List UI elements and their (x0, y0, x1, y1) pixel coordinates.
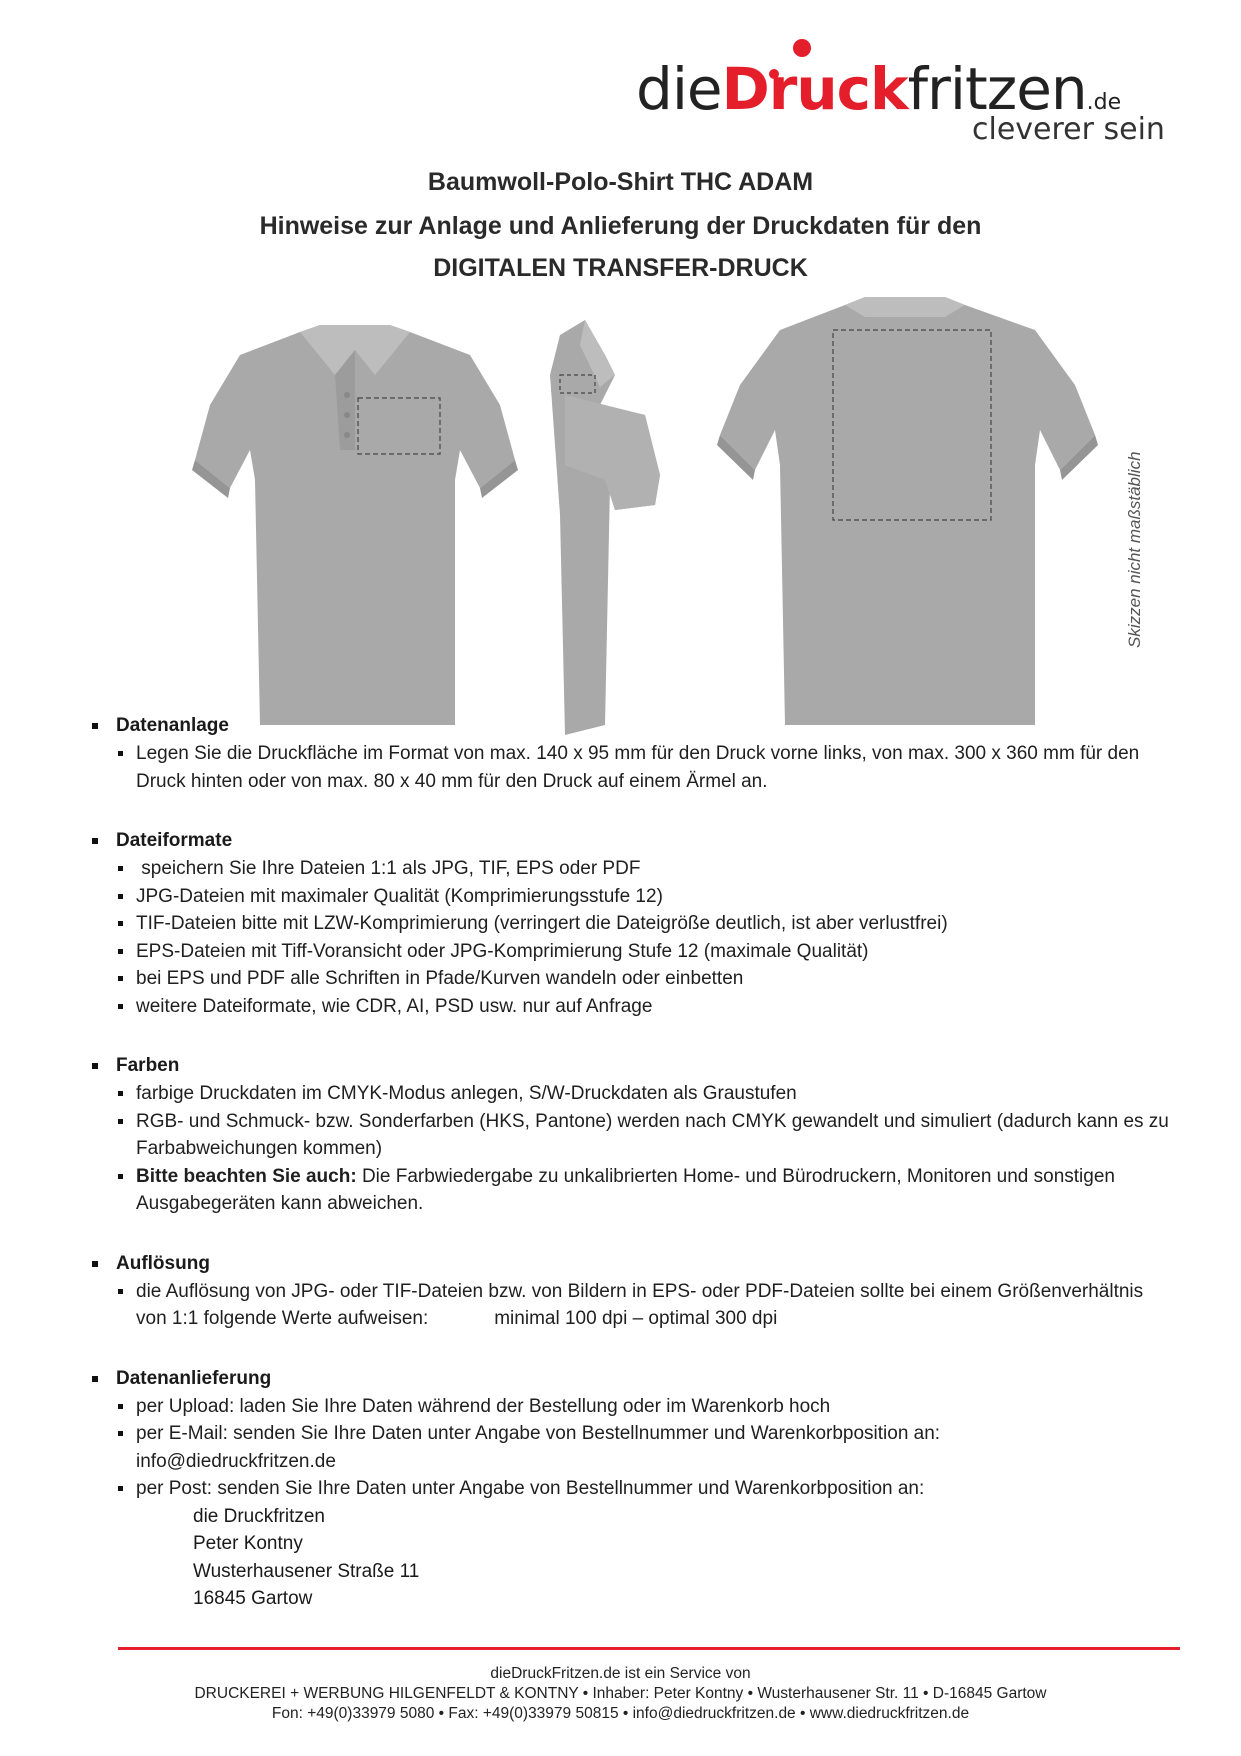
list-item: speichern Sie Ihre Dateien 1:1 als JPG, TIF, EPS oder PDF (118, 855, 1172, 883)
product-title: Baumwoll-Polo-Shirt THC ADAM (427, 168, 814, 196)
list-item: EPS-Dateien mit Tiff-Voransicht oder JPG-Komprimierung Stufe 12 (maximale Qualität) (118, 938, 1172, 966)
list-item: per Post: senden Sie Ihre Daten unter Angabe von Bestellnummer und Warenkorbposition an: (118, 1475, 1172, 1503)
list-item: farbige Druckdaten im CMYK-Modus anlegen, S/W-Druckdaten als Graustufen (118, 1080, 1172, 1108)
postal-address (92, 1503, 1172, 1613)
instructions (92, 712, 1172, 1645)
section-farben (92, 1052, 1172, 1218)
address-line: die Druckfritzen (193, 1505, 325, 1527)
note-text: Die Farbwiedergabe zu unkalibrierten Home- und Bürodruckern, Monitoren und sonstigen Ausgabegeräten kann abweichen. (136, 1165, 1115, 1214)
scale-note: Skizzen nicht maßstäblich (1125, 451, 1144, 648)
footer-line-3: Fon: +49(0)33979 5080 • Fax: +49(0)33979 50815 • info@diedruckfritzen.de • www.diedruckfritzen.de (271, 1705, 970, 1722)
section-dateiformate (92, 827, 1172, 1020)
address-line: 16845 Gartow (193, 1588, 313, 1609)
section-heading: Auflösung (92, 1250, 1172, 1278)
section-heading: Datenanlage (92, 712, 1172, 740)
subtitle-line: Hinweise zur Anlage und Anlieferung der Druckdaten für den (259, 212, 982, 240)
list-item (118, 1163, 1172, 1218)
print-method-title: DIGITALEN TRANSFER-DRUCK (433, 254, 808, 282)
list-item: per Upload: laden Sie Ihre Daten während der Bestellung oder im Warenkorb hoch (118, 1393, 1172, 1421)
list-item: TIF-Dateien bitte mit LZW-Komprimierung (verringert die Dateigröße deutlich, ist aber verlustfrei) (118, 910, 1172, 938)
email-address[interactable]: info@diedruckfritzen.de (136, 1450, 336, 1472)
brand-logo (636, 36, 1196, 146)
note-label: Bitte beachten Sie auch: (136, 1165, 357, 1187)
section-datenanlieferung (92, 1365, 1172, 1613)
section-aufloesung (92, 1250, 1172, 1333)
section-heading: Datenanlieferung (92, 1365, 1172, 1393)
section-heading: Dateiformate (92, 827, 1172, 855)
footer-divider (118, 1647, 1180, 1650)
logo-tagline: cleverer sein (972, 112, 1165, 147)
logo-wordmark: dieDruckfritzen.de (636, 55, 1122, 123)
address-line: Peter Kontny (193, 1533, 303, 1554)
list-item: JPG-Dateien mit maximaler Qualität (Komprimierungsstufe 12) (118, 883, 1172, 911)
section-heading: Farben (92, 1052, 1172, 1080)
resolution-values: minimal 100 dpi – optimal 300 dpi (494, 1308, 778, 1329)
list-item: RGB- und Schmuck- bzw. Sonderfarben (HKS, Pantone) werden nach CMYK gewandelt und simuliert (dadurch kann es zu Farbabweichungen kommen) (118, 1108, 1172, 1163)
email-text: per E-Mail: senden Sie Ihre Daten unter Angabe von Bestellnummer und Warenkorbposition an: (136, 1423, 941, 1444)
list-item: bei EPS und PDF alle Schriften in Pfade/Kurven wandeln oder einbetten (118, 965, 1172, 993)
shirt-back-icon (705, 295, 1120, 740)
list-item: weitere Dateiformate, wie CDR, AI, PSD usw. nur auf Anfrage (118, 993, 1172, 1021)
resolution-text: die Auflösung von JPG- oder TIF-Dateien bzw. von Bildern in EPS- oder PDF-Dateien sollte bei einem Größenverhältnis von 1:1 folgende Werte aufweisen: (136, 1280, 1144, 1329)
list-item (118, 1420, 1172, 1475)
footer-line-2: DRUCKEREI + WERBUNG HILGENFELDT & KONTNY • Inhaber: Peter Kontny • Wusterhausener Str. 11 • D-16845 Gartow (194, 1685, 1047, 1702)
shirt-sketches (110, 290, 1165, 730)
shirt-front-icon (170, 320, 540, 740)
list-item (118, 1278, 1172, 1333)
address-line: Wusterhausener Straße 11 (193, 1560, 420, 1582)
footer-line-1: dieDruckFritzen.de ist ein Service von (490, 1665, 751, 1682)
shirt-side-icon (505, 315, 675, 745)
list-item: Legen Sie die Druckfläche im Format von max. 140 x 95 mm für den Druck vorne links, von max. 300 x 360 mm für den Druck hinten oder von max. 80 x 40 mm für den Druck auf einem Ärmel an. (118, 740, 1172, 795)
section-datenanlage (92, 712, 1172, 795)
